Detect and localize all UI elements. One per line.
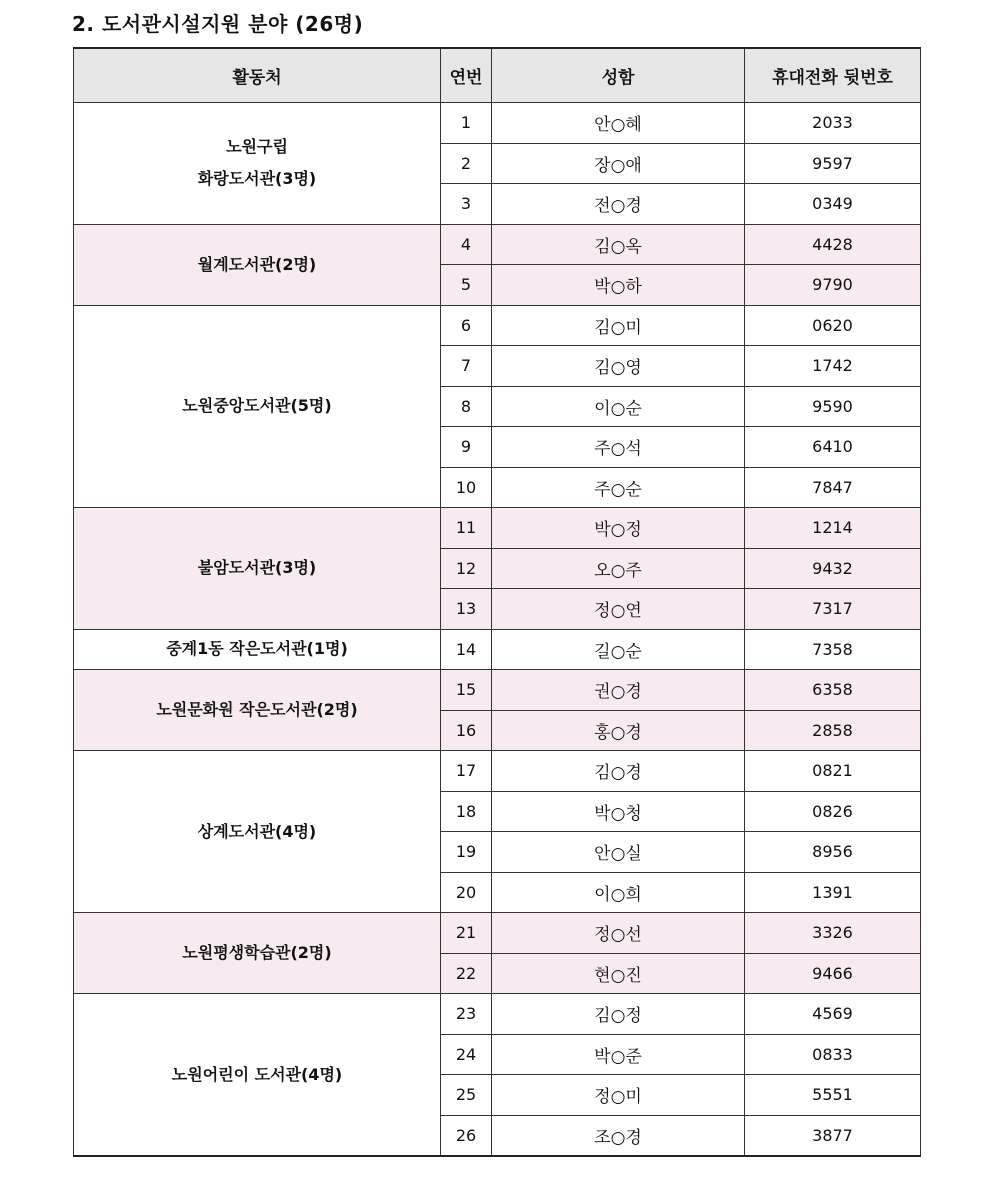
table-row bbox=[74, 508, 921, 549]
cell-phone: 0620 bbox=[745, 305, 921, 346]
cell-place: 노원어린이 도서관(4명) bbox=[74, 994, 441, 1157]
page-title: 2. 도서관시설지원 분야 (26명) bbox=[72, 12, 364, 36]
table-row bbox=[74, 670, 921, 711]
cell-phone: 5551 bbox=[745, 1075, 921, 1116]
cell-name: 정○선 bbox=[492, 913, 745, 954]
cell-number: 16 bbox=[441, 710, 492, 751]
cell-number: 7 bbox=[441, 346, 492, 387]
cell-name: 김○영 bbox=[492, 346, 745, 387]
cell-phone: 3877 bbox=[745, 1115, 921, 1156]
header-phone: 휴대전화 뒷번호 bbox=[745, 48, 921, 103]
cell-number: 17 bbox=[441, 751, 492, 792]
header-number: 연번 bbox=[441, 48, 492, 103]
cell-name: 이○순 bbox=[492, 386, 745, 427]
cell-name: 전○경 bbox=[492, 184, 745, 225]
cell-number: 22 bbox=[441, 953, 492, 994]
cell-phone: 4428 bbox=[745, 224, 921, 265]
table-row bbox=[74, 103, 921, 144]
cell-phone: 9432 bbox=[745, 548, 921, 589]
cell-number: 8 bbox=[441, 386, 492, 427]
cell-phone: 6410 bbox=[745, 427, 921, 468]
cell-name: 박○준 bbox=[492, 1034, 745, 1075]
cell-number: 19 bbox=[441, 832, 492, 873]
cell-phone: 9466 bbox=[745, 953, 921, 994]
cell-phone: 8956 bbox=[745, 832, 921, 873]
cell-number: 21 bbox=[441, 913, 492, 954]
cell-phone: 1214 bbox=[745, 508, 921, 549]
cell-phone: 6358 bbox=[745, 670, 921, 711]
table-row bbox=[74, 751, 921, 792]
cell-phone: 0821 bbox=[745, 751, 921, 792]
cell-name: 박○정 bbox=[492, 508, 745, 549]
cell-phone: 9597 bbox=[745, 143, 921, 184]
cell-place: 노원중앙도서관(5명) bbox=[74, 305, 441, 508]
cell-name: 정○미 bbox=[492, 1075, 745, 1116]
cell-phone: 1742 bbox=[745, 346, 921, 387]
cell-name: 권○경 bbox=[492, 670, 745, 711]
cell-phone: 7317 bbox=[745, 589, 921, 630]
table-row bbox=[74, 305, 921, 346]
cell-number: 11 bbox=[441, 508, 492, 549]
cell-place: 노원문화원 작은도서관(2명) bbox=[74, 670, 441, 751]
cell-phone: 7358 bbox=[745, 629, 921, 670]
cell-phone: 7847 bbox=[745, 467, 921, 508]
cell-name: 주○석 bbox=[492, 427, 745, 468]
cell-name: 김○미 bbox=[492, 305, 745, 346]
cell-name: 안○실 bbox=[492, 832, 745, 873]
cell-number: 10 bbox=[441, 467, 492, 508]
cell-phone: 0833 bbox=[745, 1034, 921, 1075]
cell-number: 6 bbox=[441, 305, 492, 346]
volunteer-table bbox=[73, 47, 921, 1157]
cell-phone: 2033 bbox=[745, 103, 921, 144]
cell-name: 박○청 bbox=[492, 791, 745, 832]
table-row bbox=[74, 913, 921, 954]
table-row bbox=[74, 629, 921, 670]
cell-number: 24 bbox=[441, 1034, 492, 1075]
cell-name: 장○애 bbox=[492, 143, 745, 184]
cell-name: 현○진 bbox=[492, 953, 745, 994]
cell-number: 23 bbox=[441, 994, 492, 1035]
cell-name: 길○순 bbox=[492, 629, 745, 670]
table-row bbox=[74, 994, 921, 1035]
header-place: 활동처 bbox=[74, 48, 441, 103]
cell-number: 9 bbox=[441, 427, 492, 468]
cell-phone: 0349 bbox=[745, 184, 921, 225]
header-name: 성함 bbox=[492, 48, 745, 103]
cell-place: 상계도서관(4명) bbox=[74, 751, 441, 913]
cell-number: 26 bbox=[441, 1115, 492, 1156]
cell-number: 20 bbox=[441, 872, 492, 913]
cell-phone: 9790 bbox=[745, 265, 921, 306]
cell-place: 월계도서관(2명) bbox=[74, 224, 441, 305]
cell-place: 중계1동 작은도서관(1명) bbox=[74, 629, 441, 670]
cell-name: 조○경 bbox=[492, 1115, 745, 1156]
cell-phone: 2858 bbox=[745, 710, 921, 751]
cell-name: 홍○경 bbox=[492, 710, 745, 751]
cell-number: 1 bbox=[441, 103, 492, 144]
cell-number: 2 bbox=[441, 143, 492, 184]
cell-name: 주○순 bbox=[492, 467, 745, 508]
cell-number: 3 bbox=[441, 184, 492, 225]
cell-name: 안○혜 bbox=[492, 103, 745, 144]
cell-name: 김○경 bbox=[492, 751, 745, 792]
cell-number: 25 bbox=[441, 1075, 492, 1116]
cell-number: 15 bbox=[441, 670, 492, 711]
cell-name: 이○희 bbox=[492, 872, 745, 913]
cell-name: 오○주 bbox=[492, 548, 745, 589]
cell-place: 노원평생학습관(2명) bbox=[74, 913, 441, 994]
cell-phone: 3326 bbox=[745, 913, 921, 954]
cell-name: 김○정 bbox=[492, 994, 745, 1035]
table-row bbox=[74, 224, 921, 265]
cell-phone: 9590 bbox=[745, 386, 921, 427]
cell-name: 김○옥 bbox=[492, 224, 745, 265]
cell-phone: 4569 bbox=[745, 994, 921, 1035]
cell-number: 12 bbox=[441, 548, 492, 589]
cell-name: 박○하 bbox=[492, 265, 745, 306]
table-header-row bbox=[74, 48, 921, 103]
cell-place: 불암도서관(3명) bbox=[74, 508, 441, 630]
table-body bbox=[74, 103, 921, 1157]
cell-number: 13 bbox=[441, 589, 492, 630]
cell-number: 5 bbox=[441, 265, 492, 306]
cell-number: 18 bbox=[441, 791, 492, 832]
cell-phone: 1391 bbox=[745, 872, 921, 913]
cell-place: 노원구립 화랑도서관(3명) bbox=[74, 103, 441, 225]
cell-number: 14 bbox=[441, 629, 492, 670]
cell-phone: 0826 bbox=[745, 791, 921, 832]
cell-number: 4 bbox=[441, 224, 492, 265]
cell-name: 정○연 bbox=[492, 589, 745, 630]
